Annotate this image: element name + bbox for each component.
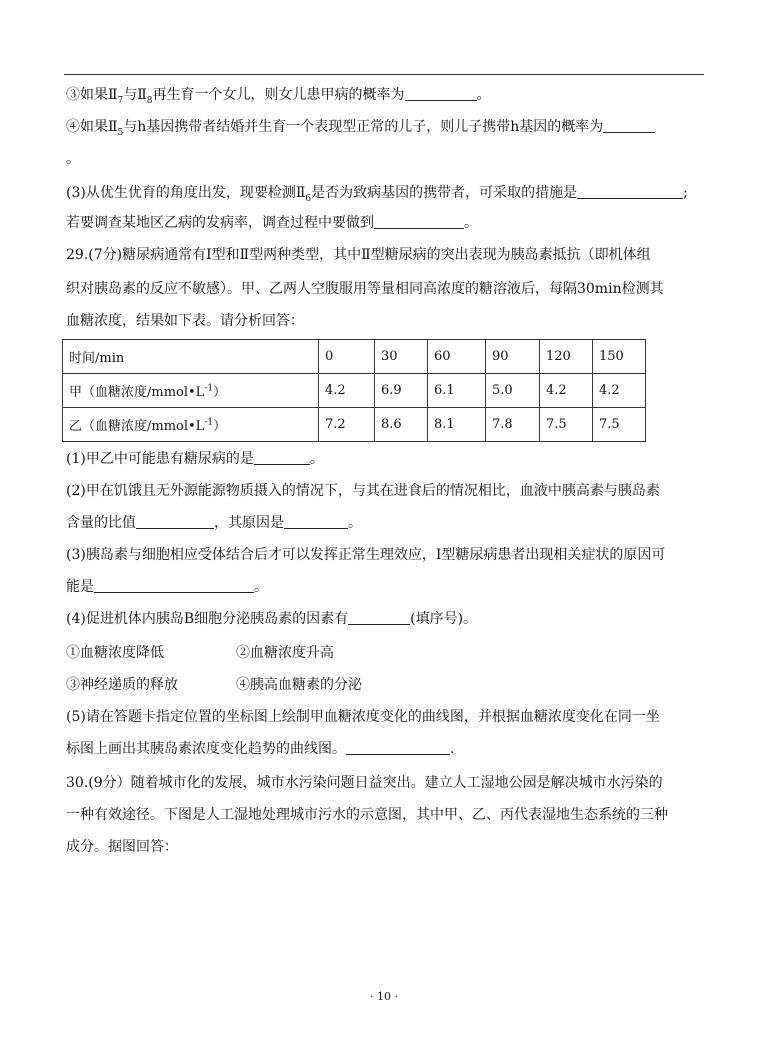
table-row [63,374,646,408]
q28-part3-text: (3)从优生优育的角度出发，现要检测Ⅱ [66,185,306,201]
row-label-text: 乙（血糖浓度/mmol•L [69,419,205,434]
table-header-cell: 时间/min [63,340,319,374]
q28-item4-cont [66,150,80,168]
option-3: ③神经递质的释放 [66,677,178,693]
q28-item4-text: ④如果Ⅱ [66,119,118,135]
answer-blank[interactable] [348,610,410,625]
q29-part5-line1: (5)请在答题卡指定位置的坐标图上绘制甲血糖浓度变化的曲线图，并根据血糖浓度变化在同一坐 [66,709,660,725]
q28-item3-text: 再生育一个女儿，则女儿患甲病的概率为 [152,87,405,103]
row-label-text: ） [213,419,227,434]
subscript: 6 [305,193,312,204]
header-rule [64,74,704,75]
answer-blank[interactable] [94,578,254,593]
answer-blank[interactable] [284,514,348,529]
table-cell: 4.2 [319,374,375,408]
table-cell: 7.5 [593,408,646,442]
punctuation: 。 [348,515,362,531]
q28-part3 [66,184,688,202]
q28-part3-text: 是否为致病基因的携带者，可采取的措施是 [311,185,578,201]
q29-part2-line1: (2)甲在饥饿且无外源能源物质摄入的情况下，与其在进食后的情况相比，血液中胰高素与胰岛素 [66,483,660,499]
table-cell: 6.1 [428,374,486,408]
q28-part3b [66,214,478,232]
punctuation: 。 [476,87,491,103]
q30-line2: 一种有效途径。下图是人工湿地处理城市污水的示意图，其中甲、乙、丙代表湿地生态系统的三种 [66,807,668,823]
q30-line3: 成分。据图回答： [66,839,178,855]
table-cell: 6.9 [375,374,428,408]
table-header-cell: 150 [593,340,646,374]
q29-part5-line2 [66,740,454,758]
q29-part2-line2 [66,514,362,532]
table-cell: 4.2 [540,374,593,408]
q29-part2-text: 含量的比值 [66,515,136,531]
punctuation: 。 [464,215,478,231]
row-label-yi [63,408,319,442]
q29-part1 [66,450,324,468]
table-cell: 7.5 [540,408,593,442]
subscript: 7 [117,95,124,106]
q30-line1: 30.(9分）随着城市化的发展，城市水污染问题日益突出。建立人工湿地公园是解决城市水污染的 [66,775,663,791]
table-header-cell: 90 [486,340,540,374]
answer-blank[interactable] [136,514,214,529]
table-header-row [63,340,646,374]
punctuation: 。 [66,151,80,167]
table-cell: 8.1 [428,408,486,442]
q28-item3-text: ③如果Ⅱ [66,87,118,103]
page-number: · 10 · [370,990,398,1003]
table-cell: 4.2 [593,374,646,408]
row-label-jia [63,374,319,408]
table-row [63,408,646,442]
answer-blank[interactable] [374,214,464,229]
row-label-text: 甲（血糖浓度/mmol•L [69,385,205,400]
q29-intro-line1: 29.(7分)糖尿病通常有Ⅰ型和Ⅱ型两种类型，其中Ⅱ型糖尿病的突出表现为胰岛素抵抗（即机体组 [66,247,651,263]
table-header-cell: 120 [540,340,593,374]
table-cell: 7.8 [486,408,540,442]
punctuation: 。 [309,451,324,467]
q29-part4-text: (4)促进机体内胰岛B细胞分泌胰岛素的因素有 [66,611,349,627]
answer-blank[interactable] [603,118,655,133]
q28-item4 [66,118,655,136]
subscript: 5 [117,127,124,138]
q28-part3b-text: 若要调查某地区乙病的发病率，调查过程中要做到 [66,215,374,231]
q29-part2-text: ，其原因是 [214,515,284,531]
q29-part3-text: 能是 [66,579,94,595]
q29-part1-text: (1)甲乙中可能患有糖尿病的是 [66,451,254,467]
q29-part5-text: 标图上画出其胰岛素浓度变化趋势的曲线图。 [66,741,346,757]
punctuation: 。 [254,579,268,595]
blood-glucose-table [62,339,646,442]
superscript: -1 [204,417,214,428]
table-cell: 5.0 [486,374,540,408]
punctuation: ; [683,185,688,201]
answer-blank[interactable] [346,740,450,755]
option-4: ④胰高血糖素的分泌 [236,677,362,693]
q29-intro-line2: 织对胰岛素的反应不敏感）。甲、乙两人空腹服用等量相同高浓度的糖溶液后，每隔30min检测其 [66,281,664,297]
option-2: ②血糖浓度升高 [236,645,334,661]
answer-blank[interactable] [254,450,310,465]
superscript: -1 [204,383,214,394]
option-1: ①血糖浓度降低 [66,645,164,661]
q29-intro-line3: 血糖浓度，结果如下表。请分析回答： [66,313,304,329]
table-cell: 7.2 [319,408,375,442]
subscript: 8 [146,95,153,106]
row-label-text: ） [213,385,227,400]
q28-item3 [66,86,491,104]
q29-part3-line2 [66,578,268,596]
q29-part4 [66,610,477,628]
q28-item3-text: 与Ⅱ [123,87,147,103]
answer-blank[interactable] [577,184,683,199]
q29-part4-text: (填序号)。 [410,611,478,627]
q28-item4-text: 与h基因携带者结婚并生育一个表现型正常的儿子，则儿子携带h基因的概率为 [123,119,604,135]
answer-blank[interactable] [405,86,477,101]
table-header-cell: 30 [375,340,428,374]
table-cell: 8.6 [375,408,428,442]
table-header-cell: 0 [319,340,375,374]
table-header-cell: 60 [428,340,486,374]
q29-part3-line1: (3)胰岛素与细胞相应受体结合后才可以发挥正常生理效应，Ⅰ型糖尿病患者出现相关症状的原因可 [66,547,666,563]
punctuation: . [450,741,455,757]
